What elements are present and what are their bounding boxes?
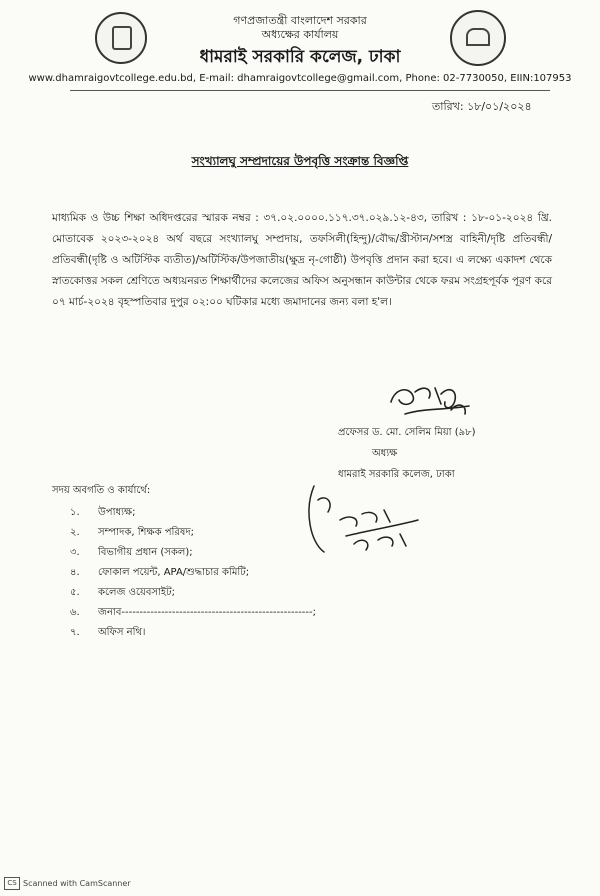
signatory-title: অধ্যক্ষ: [372, 448, 398, 459]
signatory-name: প্রফেসর ড. মো. সেলিম মিয়া (৯৮): [338, 427, 476, 438]
copy-to-list: [70, 503, 316, 643]
contact-line: www.dhamraigovtcollege.edu.bd, E-mail: dhamraigovtcollege@gmail.com, Phone: 02-7730050, EIIN:107953: [28, 73, 572, 84]
date-line: তারিখ: ১৮/০১/২০২৪: [432, 100, 532, 113]
notice-body: মাধ্যমিক ও উচ্চ শিক্ষা অধিদপ্তরের স্মারক নম্বর : ৩৭.০২.০০০০.১১৭.৩৭.০২৯.১২-৪৩, তারিখ : ১৮-০১-২০২৪ খ্রি. মোতাবেক ২০২৩-২০২৪ অর্থ বছরে সংখ্যালঘু সম্প্রদায়, তফসিলী(হিন্দু)/বৌদ্ধ/খ্রীস্টান/সশস্ত্র বাহিনী/দৃষ্টি প্রতিবন্ধী/প্রতিবন্ধী(দৃষ্টি ও অটিস্টিক ব্যতীত)/অটিস্টিক/উপজাতীয়(ক্ষুদ্র নৃ-গোষ্ঠী) উপবৃত্তি প্রদান করা হবে। এ লক্ষ্যে একাদশ থেকে স্নাতকোত্তর সকল শ্রেণিতে অধ্যয়নরত শিক্ষার্থীদের কলেজের অফিস অনুসন্ধান কাউন্টার থেকে ফরম সংগ্রহপূর্বক পূরণ করে ০৭ মার্চ-২০২৪ বৃহস্পতিবার দুপুর ০২:০০ ঘটিকার মধ্যে জমাদানের জন্য বলা হ'ল।: [52, 212, 552, 308]
scanner-watermark: CS Scanned with CamScanner: [4, 877, 131, 890]
camscanner-icon: CS: [4, 877, 20, 890]
list-item: ৫. কলেজ ওয়েবসাইট;: [70, 587, 175, 598]
notice-subject: সংখ্যালঘু সম্প্রদায়ের উপবৃত্তি সংক্রান্ত বিজ্ঞপ্তি: [191, 154, 409, 168]
list-item: ৩. বিভাগীয় প্রধান (সকল);: [70, 547, 193, 558]
list-item: ৪. ফোকাল পয়েন্ট, APA/শুদ্ধাচার কমিটি;: [70, 567, 250, 578]
list-item: ১. উপাধ্যক্ষ;: [70, 507, 136, 518]
copy-to-heading: সদয় অবগতি ও কার্যার্থে:: [52, 485, 151, 496]
list-item: ২. সম্পাদক, শিক্ষক পরিষদ;: [70, 527, 195, 538]
header-divider: [70, 90, 550, 91]
office-line: অধ্যক্ষের কার্যালয়: [261, 28, 339, 41]
list-item: ৭. অফিস নথি।: [70, 627, 146, 638]
college-name: ধামরাই সরকারি কলেজ, ঢাকা: [199, 47, 401, 67]
list-item: ৬. জনাব-----------------------------------------------------;: [70, 607, 316, 618]
government-line: গণপ্রজাতন্ত্রী বাংলাদেশ সরকার: [233, 14, 367, 27]
handwritten-signature: [385, 380, 475, 425]
handwritten-initial-date: [300, 480, 425, 560]
signatory-institution: ধামরাই সরকারি কলেজ, ঢাকা: [338, 469, 455, 480]
